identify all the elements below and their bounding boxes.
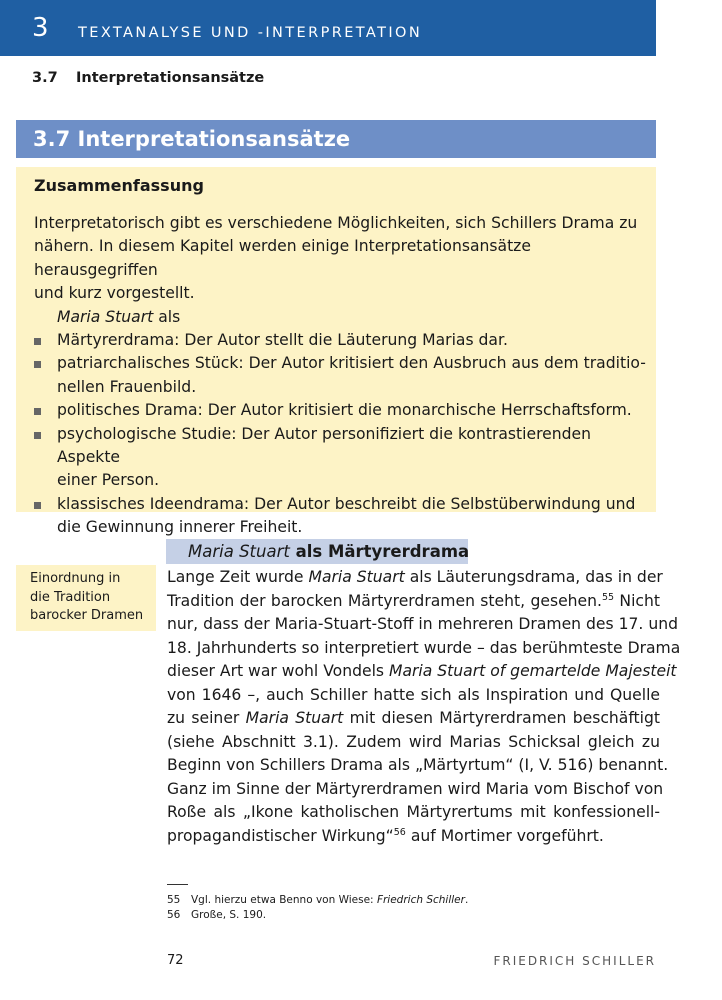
subsection-title-italic: Maria Stuart [188,542,290,561]
bullet-line: einer Person. [57,471,160,490]
running-footer-author: FRIEDRICH SCHILLER [493,954,656,968]
footnote-italic: Friedrich Schiller [376,894,465,906]
footnote [167,908,266,922]
subheader-title: Interpretationsansätze [76,70,265,86]
summary-lead-title: Maria Stuart [57,307,154,326]
footnote: 55 Vgl. hierzu etwa Benno von Wiese: Friedrich Schiller. [167,894,469,906]
body-line: Roße als „Ikone katholischen Märtyrertums mit konfessionell- [167,803,660,821]
body-line: Beginn von Schillers Drama als „Märtyrtum“ (I, V. 516) benannt. [167,756,669,774]
margin-note [16,565,156,631]
bullet-line: nellen Frauenbild. [57,377,197,396]
body-line: (siehe Abschnitt 3.1). Zudem wird Marias Schicksal gleich zu [167,732,660,751]
subsection-title-bar [166,539,468,564]
bullet-line: politisches Drama: Der Autor kritisiert die monarchische Herrschaftsform. [57,401,632,420]
summary-bullet [34,493,646,540]
chapter-number: 3 [32,13,49,43]
section-title: 3.7 Interpretationsansätze [33,127,351,151]
summary-box [16,167,656,537]
summary-lead [34,306,646,329]
summary-intro [34,212,646,306]
summary-bullet [34,329,646,352]
margin-note-line: die Tradition [30,589,111,605]
summary-intro-line: Interpretatorisch gibt es verschiedene Möglichkeiten, sich Schillers Drama zu [34,214,638,232]
chapter-title: TEXTANALYSE UND -INTERPRETATION [78,25,423,41]
body-text [167,566,681,848]
summary-lead-als: als [153,307,181,326]
footnote-number: 56 [167,909,181,921]
body-line: nur, dass der Maria-Stuart-Stoff in mehreren Dramen des 17. und [167,615,678,633]
margin-note-line: barocker Dramen [30,608,144,623]
summary-intro-line: nähern. In diesem Kapitel werden einige Interpretationsansätze herausgegriffen [34,237,531,279]
summary-bullet [34,399,646,422]
bullet-line: psychologische Studie: Der Autor personifiziert die kontrastierenden Aspekte [57,424,592,467]
footnote-text: Große, S. 190. [191,909,267,921]
summary-bullet [34,423,646,493]
summary-list [34,329,646,540]
summary-title: Zusammenfassung [34,176,204,195]
footnote-ref[interactable]: 55 [601,591,615,603]
summary-body [34,212,646,540]
body-line: propagandistischer Wirkung“$^{56}$ auf Mortimer vorgeführt. [167,826,604,845]
chapter-header-bar [0,0,656,56]
body-line: zu seiner Maria Stuart mit diesen Märtyrerdramen beschäftigt [167,709,661,727]
page-number: 72 [167,953,184,968]
footnote-ref[interactable]: 56 [393,826,406,838]
footnote-number: 55 [167,894,181,906]
margin-note-line: Einordnung in [30,571,121,586]
section-title-bar [16,120,656,158]
running-subheader [32,70,264,86]
summary-intro-line: und kurz vorgestellt. [34,284,195,303]
body-line: dieser Art war wohl Vondels Maria Stuart of gemartelde Majesteit [167,662,677,680]
margin-note-text [30,570,152,626]
body-line: von 1646 –, auch Schiller hatte sich als Inspiration und Quelle [167,685,660,704]
subheader-number: 3.7 [32,70,58,86]
subsection-title [188,540,469,563]
subsection-title-rest: als Märtyrerdrama [289,542,470,561]
bullet-line: klassisches Ideendrama: Der Autor beschreibt die Selbstüberwindung und [57,494,636,513]
bullet-line: Märtyrerdrama: Der Autor stellt die Läuterung Marias dar. [57,331,508,350]
footnote-text: Vgl. hierzu etwa Benno von Wiese: [191,894,377,906]
bullet-line: die Gewinnung innerer Freiheit. [57,518,303,537]
body-line: Tradition der barocken Märtyrerdramen steht, gesehen.$^{55}$ Nicht [167,591,661,610]
body-line: 18. Jahrhunderts so interpretiert wurde – das berühmteste Drama [167,638,681,657]
footnote-divider [167,884,188,885]
body-line: Ganz im Sinne der Märtyrerdramen wird Maria vom Bischof von [167,779,664,798]
summary-bullet [34,352,646,399]
body-line: Lange Zeit wurde Maria Stuart als Läuterungsdrama, das in der [167,568,663,586]
bullet-line: patriarchalisches Stück: Der Autor kritisiert den Ausbruch aus dem traditio- [57,354,646,373]
